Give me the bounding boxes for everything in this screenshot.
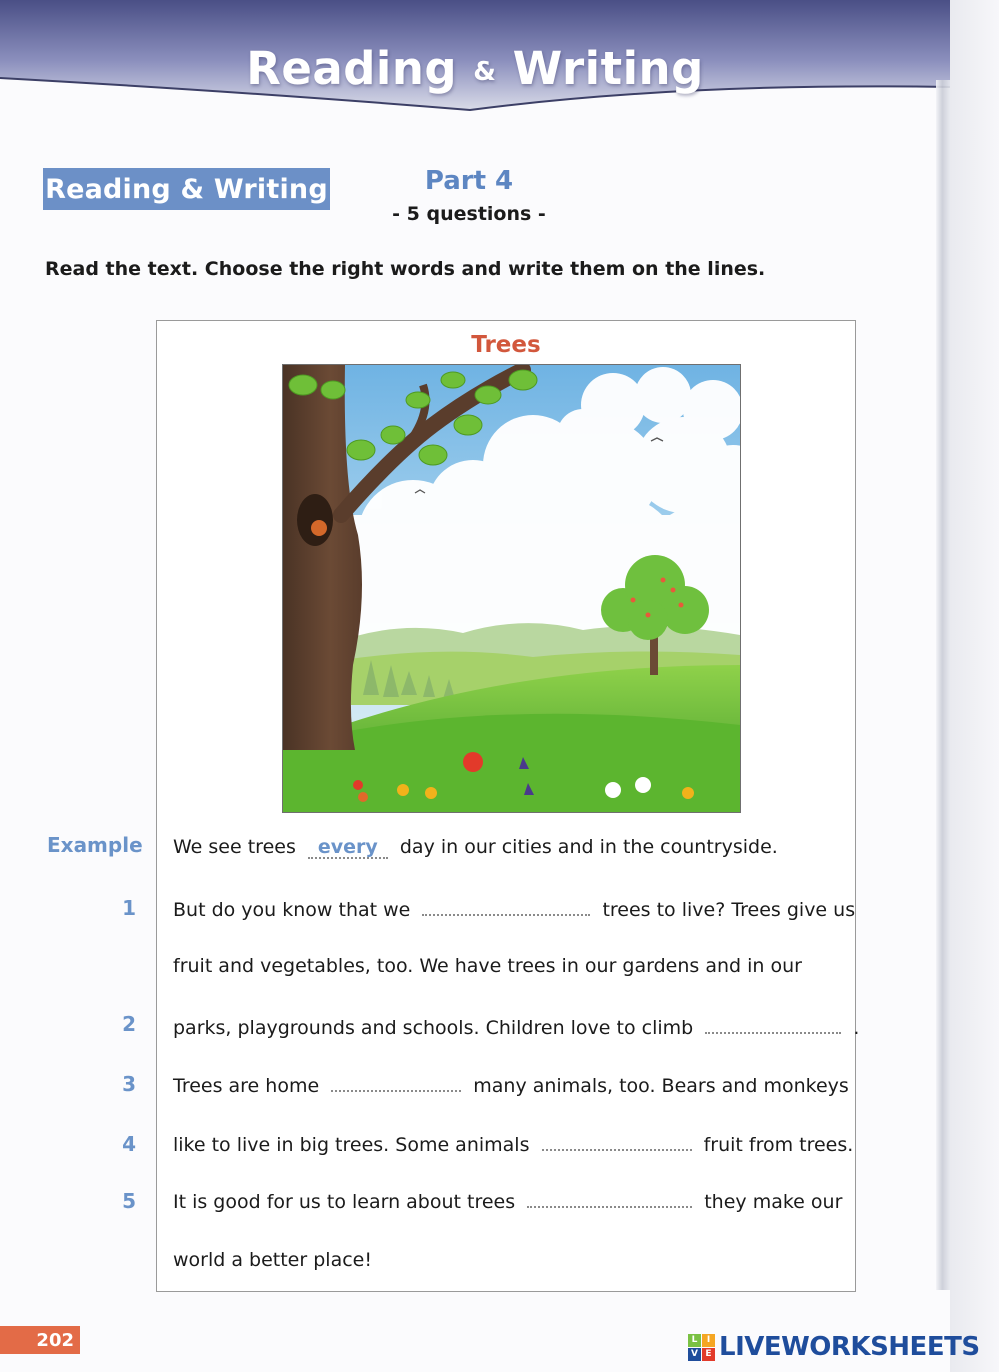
- story-line-3: [173, 1072, 849, 1097]
- line-text: day in our cities and in the countryside.: [399, 836, 778, 858]
- instruction-text: Read the text. Choose the right words and write them on the lines.: [45, 258, 766, 280]
- answer-blank-2[interactable]: [705, 1014, 841, 1034]
- answer-blank-5[interactable]: [527, 1188, 692, 1208]
- line-text: they make our: [704, 1191, 843, 1213]
- answer-blank-1[interactable]: [422, 896, 590, 916]
- banner-title: [0, 42, 950, 95]
- line-text: parks, playgrounds and schools. Children love to climb: [173, 1017, 694, 1039]
- story-line-5: [173, 1188, 842, 1213]
- story-line-example: [173, 836, 778, 859]
- liveworksheets-logo[interactable]: [688, 1330, 980, 1364]
- page-fold-shadow: [936, 80, 950, 1290]
- story-line-1: [173, 896, 855, 921]
- logo-mark-cell: I: [702, 1334, 715, 1347]
- part-title: Part 4: [424, 166, 514, 196]
- banner-title-amp: &: [473, 57, 497, 87]
- trees-illustration: [282, 364, 741, 813]
- line-text: We see trees: [173, 836, 296, 858]
- line-text: trees to live? Trees give us: [602, 899, 856, 921]
- section-label: Reading & Writing: [43, 168, 330, 210]
- line-text: many animals, too. Bears and monkeys: [473, 1075, 849, 1097]
- logo-mark-cell: L: [688, 1334, 701, 1347]
- line-text: Trees are home: [173, 1075, 320, 1097]
- row-label-4: 4: [122, 1132, 136, 1156]
- logo-mark-cell: E: [702, 1348, 715, 1361]
- page-edge: [950, 0, 999, 1372]
- header-banner: [0, 0, 999, 120]
- page-number: 202: [0, 1326, 80, 1354]
- row-label-5: 5: [122, 1189, 136, 1213]
- landscape-picture: [283, 365, 740, 812]
- banner-title-word1: Reading: [246, 42, 458, 95]
- line-text: fruit from trees.: [703, 1134, 854, 1156]
- row-label-1: 1: [122, 896, 136, 920]
- story-title: Trees: [471, 332, 541, 358]
- story-line-continuation-1: fruit and vegetables, too. We have trees in our gardens and in our: [173, 955, 802, 977]
- line-text: like to live in big trees. Some animals: [173, 1134, 530, 1156]
- row-label-example: Example: [47, 833, 143, 857]
- part-subtitle: - 5 questions -: [392, 203, 546, 225]
- story-line-4: [173, 1131, 853, 1156]
- example-answer: every: [308, 837, 388, 859]
- line-text: .: [853, 1017, 860, 1039]
- answer-blank-3[interactable]: [331, 1072, 461, 1092]
- answer-blank-4[interactable]: [542, 1131, 692, 1151]
- row-label-2: 2: [122, 1012, 136, 1036]
- logo-mark-cell: V: [688, 1348, 701, 1361]
- story-line-continuation-2: world a better place!: [173, 1249, 372, 1271]
- logo-mark-icon: [688, 1334, 715, 1361]
- story-line-2: [173, 1014, 859, 1039]
- banner-title-word2: Writing: [512, 42, 704, 95]
- line-text: It is good for us to learn about trees: [173, 1191, 516, 1213]
- line-text: But do you know that we: [173, 899, 411, 921]
- logo-text: LIVEWORKSHEETS: [719, 1332, 980, 1362]
- row-label-3: 3: [122, 1072, 136, 1096]
- squirrel: [311, 520, 327, 536]
